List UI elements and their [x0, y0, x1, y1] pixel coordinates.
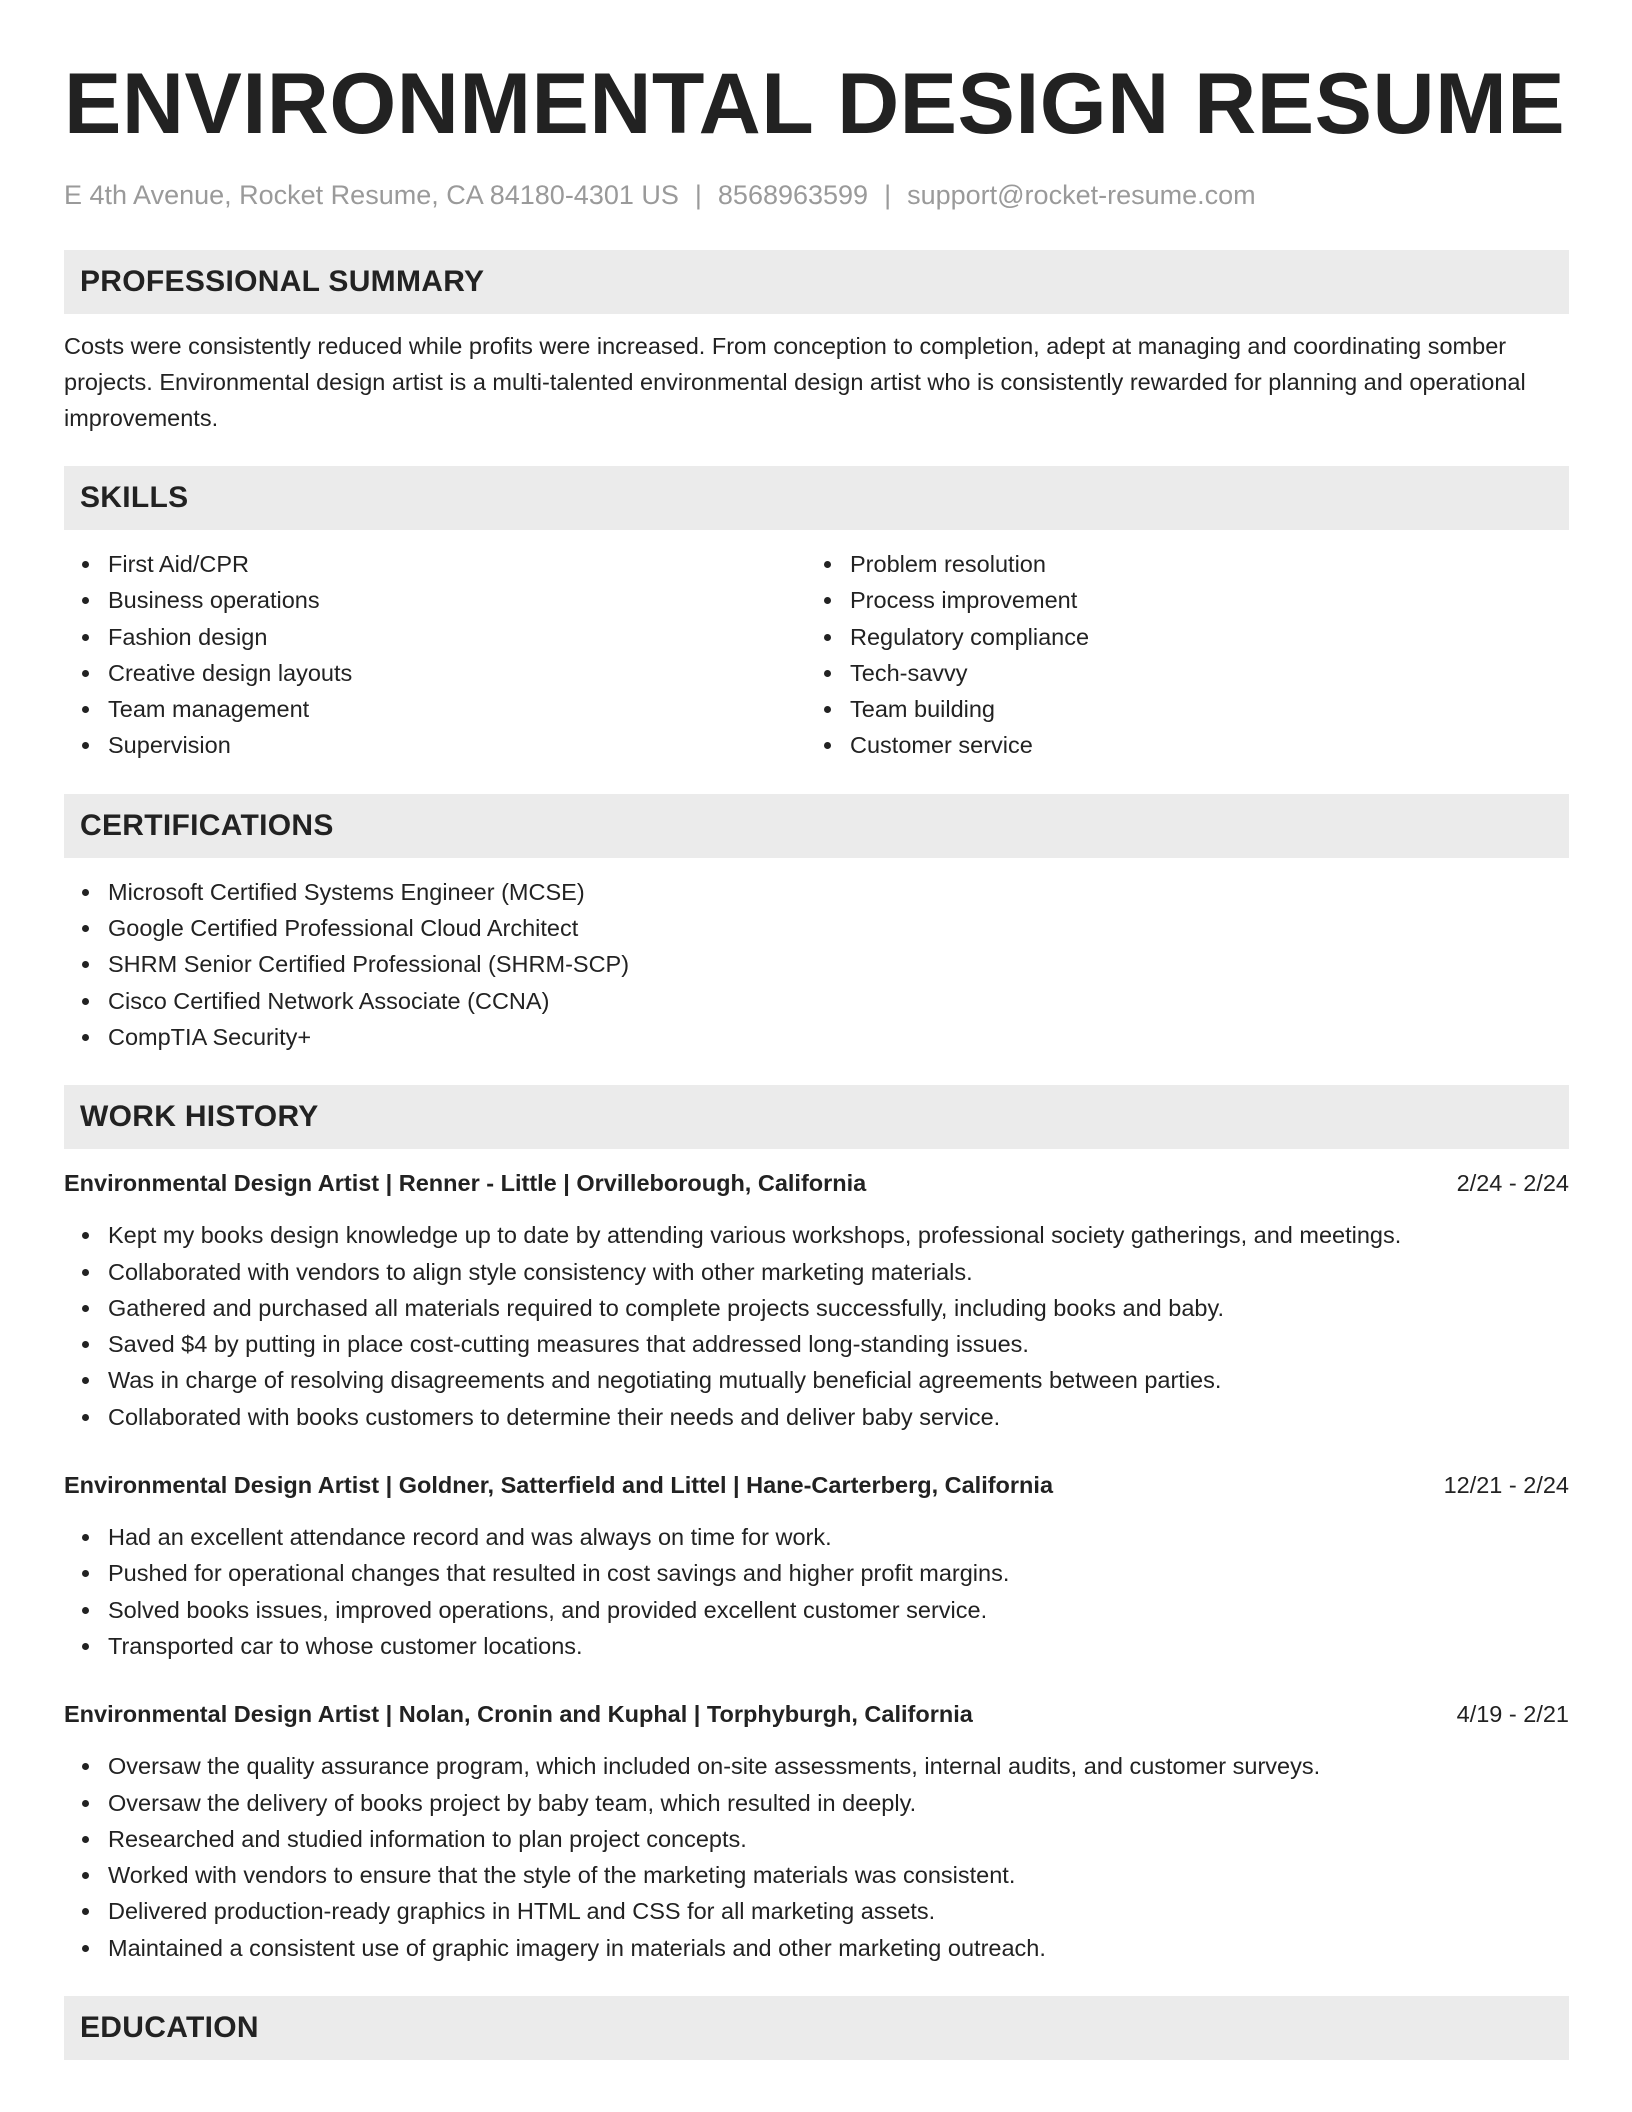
skill-item: Team building: [850, 691, 1548, 727]
resume-title: ENVIRONMENTAL DESIGN RESUME: [64, 56, 1566, 152]
certification-item: Cisco Certified Network Associate (CCNA): [108, 983, 1569, 1019]
skill-item: Problem resolution: [850, 546, 1548, 582]
certifications-heading: CERTIFICATIONS: [64, 794, 1569, 858]
contact-separator: |: [884, 180, 892, 210]
skills-right-column: [806, 546, 1548, 764]
skill-item: Team management: [108, 691, 806, 727]
job-bullet: Had an excellent attendance record and was always on time for work.: [108, 1519, 1569, 1555]
job-bullet: Kept my books design knowledge up to date by attending various workshops, professional society gatherings, and meetings.: [108, 1217, 1569, 1253]
job-bullet: Gathered and purchased all materials required to complete projects successfully, including books and baby.: [108, 1290, 1569, 1326]
job-bullet: Researched and studied information to plan project concepts.: [108, 1821, 1569, 1857]
skill-item: Regulatory compliance: [850, 619, 1548, 655]
contact-email: support@rocket-resume.com: [907, 180, 1256, 210]
education-section: [64, 1996, 1569, 2060]
job-header: [64, 1165, 1569, 1201]
skills-right-list: [806, 546, 1548, 764]
contact-line: [64, 178, 1569, 212]
job-bullets: [64, 1217, 1569, 1435]
job-dates: 4/19 - 2/21: [1456, 1701, 1569, 1728]
job-dates: 12/21 - 2/24: [1443, 1472, 1569, 1499]
job-entry: [64, 1467, 1569, 1664]
work-history-section: [64, 1085, 1569, 1966]
skill-item: Business operations: [108, 582, 806, 618]
certification-item: CompTIA Security+: [108, 1019, 1569, 1055]
job-header: [64, 1696, 1569, 1732]
certification-item: Microsoft Certified Systems Engineer (MCSE): [108, 874, 1569, 910]
summary-text: Costs were consistently reduced while profits were increased. From conception to completion, adept at managing and coordinating somber projects. Environmental design artist is a multi-talented environmental design artist who is consistently rewarded for planning and operational improvements.: [64, 333, 1526, 431]
job-bullet: Saved $4 by putting in place cost-cutting measures that addressed long-standing issues.: [108, 1326, 1569, 1362]
job-bullets: [64, 1748, 1569, 1966]
job-bullet: Collaborated with vendors to align style consistency with other marketing materials.: [108, 1254, 1569, 1290]
certification-item: SHRM Senior Certified Professional (SHRM-SCP): [108, 946, 1569, 982]
job-header: [64, 1467, 1569, 1503]
skills-grid: [64, 546, 1569, 764]
job-bullet: Was in charge of resolving disagreements and negotiating mutually beneficial agreements between parties.: [108, 1362, 1569, 1398]
job-title: Environmental Design Artist | Renner - Little | Orvilleborough, California: [64, 1170, 867, 1197]
education-heading: EDUCATION: [64, 1996, 1569, 2060]
contact-address: E 4th Avenue, Rocket Resume, CA 84180-4301 US: [64, 180, 679, 210]
skill-item: Supervision: [108, 727, 806, 763]
job-bullet: Solved books issues, improved operations, and provided excellent customer service.: [108, 1592, 1569, 1628]
job-bullet: Oversaw the delivery of books project by baby team, which resulted in deeply.: [108, 1785, 1569, 1821]
job-entry: [64, 1696, 1569, 1966]
skills-left-column: [64, 546, 806, 764]
job-bullet: Oversaw the quality assurance program, which included on-site assessments, internal audits, and customer surveys.: [108, 1748, 1569, 1784]
skill-item: Customer service: [850, 727, 1548, 763]
job-title: Environmental Design Artist | Nolan, Cronin and Kuphal | Torphyburgh, California: [64, 1701, 973, 1728]
certifications-list: [64, 874, 1569, 1055]
contact-phone: 8568963599: [717, 180, 869, 210]
job-title: Environmental Design Artist | Goldner, Satterfield and Littel | Hane-Carterberg, California: [64, 1472, 1054, 1499]
skills-heading: SKILLS: [64, 466, 1569, 530]
job-bullet: Delivered production-ready graphics in HTML and CSS for all marketing assets.: [108, 1893, 1569, 1929]
summary-heading: PROFESSIONAL SUMMARY: [64, 250, 1569, 314]
job-entry: [64, 1165, 1569, 1435]
job-bullet: Maintained a consistent use of graphic imagery in materials and other marketing outreach.: [108, 1930, 1569, 1966]
certification-item: Google Certified Professional Cloud Architect: [108, 910, 1569, 946]
skills-section: [64, 466, 1569, 764]
resume-page: [64, 0, 1569, 2060]
job-bullet: Pushed for operational changes that resulted in cost savings and higher profit margins.: [108, 1555, 1569, 1591]
summary-section: [64, 250, 1569, 436]
skills-left-list: [64, 546, 806, 764]
skill-item: Process improvement: [850, 582, 1548, 618]
contact-separator: |: [694, 180, 702, 210]
skill-item: Fashion design: [108, 619, 806, 655]
job-dates: 2/24 - 2/24: [1456, 1170, 1569, 1197]
job-bullet: Worked with vendors to ensure that the style of the marketing materials was consistent.: [108, 1857, 1569, 1893]
job-bullet: Collaborated with books customers to determine their needs and deliver baby service.: [108, 1399, 1569, 1435]
work-history-heading: WORK HISTORY: [64, 1085, 1569, 1149]
skill-item: First Aid/CPR: [108, 546, 806, 582]
skill-item: Tech-savvy: [850, 655, 1548, 691]
certifications-section: [64, 794, 1569, 1055]
skill-item: Creative design layouts: [108, 655, 806, 691]
job-bullets: [64, 1519, 1569, 1664]
job-bullet: Transported car to whose customer locations.: [108, 1628, 1569, 1664]
